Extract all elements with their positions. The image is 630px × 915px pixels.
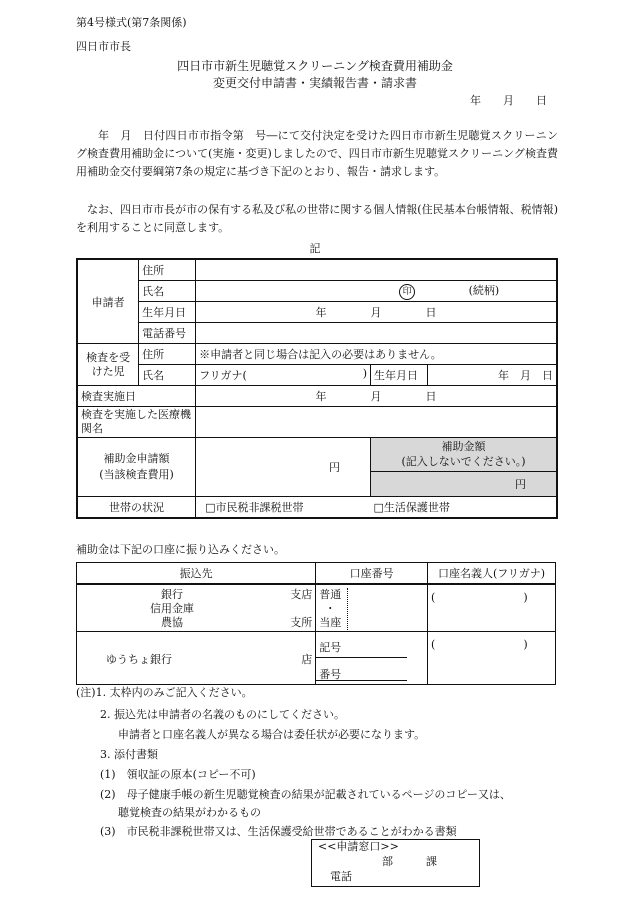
account-holder-input[interactable]: ( ) — [428, 584, 556, 632]
bank-input[interactable] — [77, 584, 316, 632]
addressee: 四日市市長 — [76, 40, 131, 53]
window-title: <<申請窓口>> — [318, 840, 399, 853]
apply-amount-input[interactable]: 円 — [196, 438, 371, 497]
option-welfare[interactable]: □生活保護世帯 — [373, 501, 450, 514]
phone-label: 電話番号 — [139, 323, 196, 344]
store-label: 店 — [301, 653, 313, 666]
child-birth-label: 生年月日 — [370, 365, 427, 386]
account-type-list: 普通 ・ 当座 — [319, 588, 342, 629]
household-label: 世帯の状況 — [77, 497, 196, 519]
attachment-1: (1) 領収証の原本(コピー不可) — [100, 768, 256, 781]
bank-type-list: 銀行 信用金庫 農協 — [150, 588, 194, 629]
yucho-number-input[interactable] — [316, 632, 428, 685]
application-table — [76, 258, 558, 519]
child-birth-input[interactable]: 年 月 日 — [427, 365, 557, 386]
applicant-phone-input[interactable] — [196, 323, 557, 344]
applicant-birth-input[interactable]: 年 月 日 — [196, 302, 557, 323]
application-window-box — [311, 839, 480, 887]
ki-label: 記 — [309, 242, 321, 255]
kigo-field[interactable]: 記号 — [316, 635, 407, 658]
birth-label: 生年月日 — [139, 302, 196, 323]
address-label: 住所 — [139, 259, 196, 281]
subsidy-label: 補助金額 (記入しないでください。) — [370, 438, 557, 472]
paragraph-2: なお、四日市市長が市の保有する私及び私の世帯に関する個人情報(住民基本台帳情報、税情報)を利用することに同意します。 — [76, 203, 558, 234]
institution-input[interactable] — [196, 407, 557, 438]
exam-date-label: 検査実施日 — [77, 386, 196, 407]
bank-header: 振込先 — [77, 563, 316, 585]
bango-field[interactable]: 番号 — [316, 658, 407, 681]
apply-amount-label: 補助金申請額 (当該検査費用) — [77, 438, 196, 497]
attachment-3: (3) 市民税非課税世帯又は、生活保護受給世帯であることがわかる書類 — [100, 825, 457, 838]
attachment-2: (2) 母子健康手帳の新生児聴覚検査の結果が記載されているページのコピー又は、 — [100, 788, 511, 801]
seal-mark-icon: 印 — [399, 284, 415, 300]
note-3: 3. 添付書類 — [100, 748, 158, 761]
dotted-divider — [347, 588, 348, 630]
paragraph-1: 年 月 日付四日市市指令第 号―にて交付決定を受けた四日市市新生児聴覚スクリーニング検査費用補助金について(実施・変更)しましたので、四日市市新生児聴覚スクリーニング検査費用補助金交付要綱第7条の規定に基づき下記のとおり、報告・請求します。 — [76, 129, 558, 178]
bank-table — [76, 562, 556, 685]
note-1: (注)1. 太枠内のみご記入ください。 — [76, 686, 253, 699]
name-label: 氏名 — [139, 281, 196, 302]
relation-label: (続柄) — [468, 284, 500, 297]
date-field[interactable]: 年 月 日 — [470, 94, 547, 107]
furigana-close: ) — [362, 367, 367, 380]
account-holder-header: 口座名義人(フリガナ) — [428, 563, 556, 585]
yucho-input[interactable] — [77, 632, 316, 685]
institution-label: 検査を実施した医療機関名 — [77, 407, 196, 438]
household-options[interactable] — [196, 497, 557, 519]
account-number-input[interactable] — [316, 584, 428, 632]
transfer-note: 補助金は下記の口座に振り込みください。 — [76, 543, 285, 556]
window-dept: 部 課 — [382, 855, 437, 868]
account-number-header: 口座番号 — [316, 563, 428, 585]
applicant-name-input[interactable] — [196, 281, 557, 302]
branch-label: 支店 — [290, 588, 313, 601]
note-2: 2. 振込先は申請者の名義のものにしてください。 — [100, 708, 345, 721]
title-line1: 四日市市新生児聴覚スクリーニング検査費用補助金 — [177, 59, 453, 73]
window-phone: 電話 — [330, 870, 352, 883]
child-label: 検査を受けた児 — [77, 344, 139, 386]
form-number: 第4号様式(第7条関係) — [76, 16, 187, 29]
child-address-input[interactable]: ※申請者と同じ場合は記入の必要はありません。 — [196, 344, 557, 365]
option-tax-exempt[interactable]: □市民税非課税世帯 — [205, 501, 304, 514]
note-2b: 申請者と口座名義人が異なる場合は委任状が必要になります。 — [118, 728, 426, 741]
child-name-label: 氏名 — [139, 365, 196, 386]
attachment-2b: 聴覚検査の結果がわかるもの — [118, 806, 261, 819]
title-line2: 変更交付申請書・実績報告書・請求書 — [212, 76, 417, 90]
subsidy-amount: 円 — [370, 471, 557, 496]
furigana-label: フリガナ( — [199, 369, 247, 382]
child-address-label: 住所 — [139, 344, 196, 365]
yucho-label: ゆうちょ銀行 — [106, 653, 172, 666]
child-name-input[interactable] — [196, 365, 371, 386]
applicant-address-input[interactable] — [196, 259, 557, 281]
sub-branch-label: 支所 — [290, 616, 313, 629]
yucho-holder-input[interactable]: ( ) — [428, 632, 556, 685]
exam-date-input[interactable]: 年 月 日 — [196, 386, 557, 407]
applicant-label: 申請者 — [77, 259, 139, 344]
